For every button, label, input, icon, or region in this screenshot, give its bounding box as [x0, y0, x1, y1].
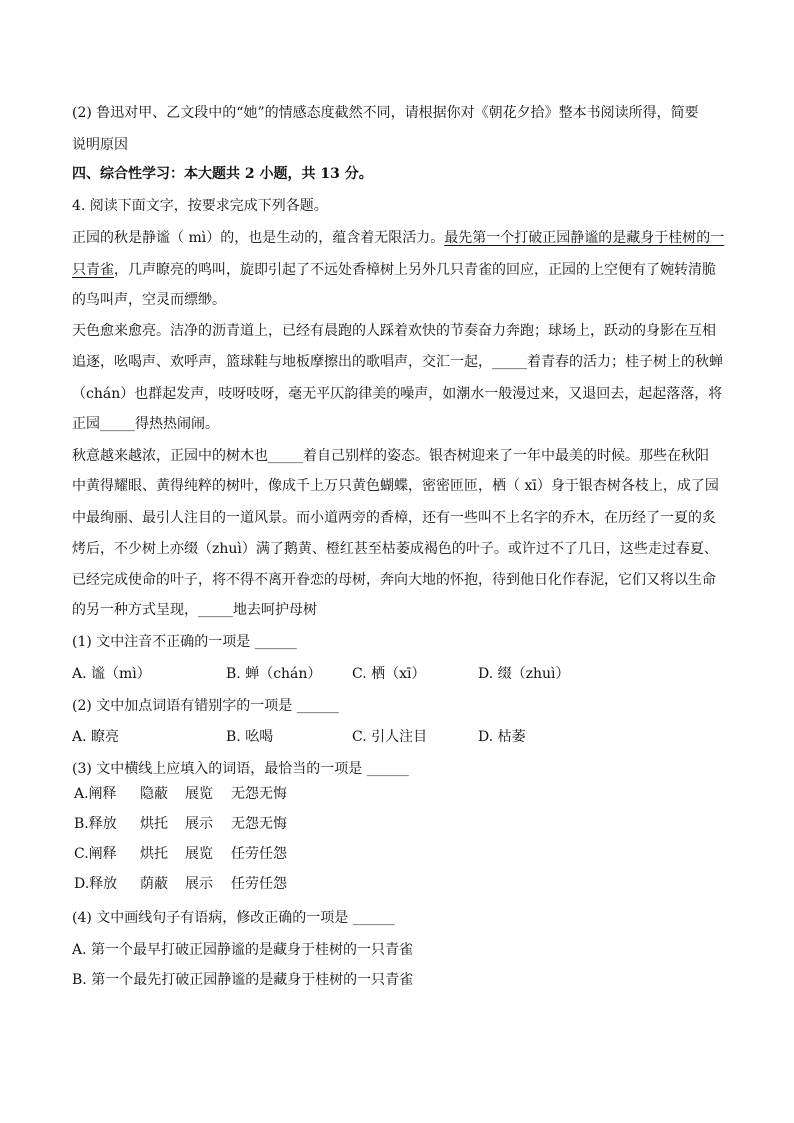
passage-p3-line-3: 中最绚丽、最引人注目的一道风景。而小道两旁的香樟，还有一些叫不上名字的乔木，在历经了一夏的炙 — [72, 510, 716, 526]
passage-p2-line-3: （chán）也群起发声，吱呀吱呀，毫无平仄韵律美的噪声，如潮水一般漫过来，又退回去，起起落落，将 — [72, 386, 723, 402]
option-2d[interactable]: D. 枯萎 — [478, 729, 526, 745]
underlined-sentence: 最先第一个打破正园静谧的是藏身于桂树的一 — [444, 230, 725, 246]
subquestion-4: (4) 文中画线句子有语病，修改正确的一项是 ______ — [72, 910, 395, 926]
option-3a-word-1: A.阐释 — [74, 786, 117, 802]
option-3c-word-2: 烘托 — [140, 846, 168, 862]
option-2b[interactable]: B. 吆喝 — [226, 729, 274, 745]
q2-prompt-line-2: 说明原因 — [72, 137, 128, 153]
option-1d[interactable]: D. 缀（zhuì） — [478, 666, 570, 682]
option-1b[interactable]: B. 蝉（chán） — [226, 666, 322, 682]
passage-text: ，几声瞭亮的鸣叫，旋即引起了不远处香樟树上另外几只青雀的回应，正园的上空便有了婉转清脆 — [114, 262, 716, 278]
option-3d-word-4: 任劳任怨 — [231, 876, 287, 892]
option-3b-word-3: 展示 — [185, 816, 213, 832]
option-3c-word-1: C.阐释 — [74, 846, 117, 862]
passage-p3-line-5: 已经完成使命的叶子，将不得不离开眷恋的母树，奔向大地的怀抱，待到他日化作春泥，它们又将以生命 — [72, 572, 716, 588]
option-3a-word-2: 隐蔽 — [140, 786, 168, 802]
option-3c-word-3: 展览 — [185, 846, 213, 862]
option-3d-word-3: 展示 — [185, 876, 213, 892]
option-4b[interactable]: B. 第一个最先打破正园静谧的是藏身于桂树的一只青雀 — [72, 972, 414, 988]
passage-p1-line-1 — [72, 228, 724, 248]
passage-p3-line-4: 烤后，不少树上亦缀（zhuì）满了鹅黄、橙红甚至枯萎成褐色的叶子。或许过不了几日，这些走过春夏、 — [72, 541, 718, 557]
option-1c[interactable]: C. 栖（xī） — [352, 666, 426, 682]
option-3c-word-4: 任劳任怨 — [231, 846, 287, 862]
passage-p1-line-3: 的鸟叫声，空灵而缥缈。 — [72, 292, 226, 308]
passage-p3-line-1: 秋意越来越浓，正园中的树木也_____着自己别样的姿态。银杏树迎来了一年中最美的时候。那些在秋阳 — [72, 448, 709, 464]
passage-text: 正园的秋是静谧（ mì）的，也是生动的，蕴含着无限活力。 — [72, 230, 445, 246]
subquestion-1: (1) 文中注音不正确的一项是 ______ — [72, 634, 297, 650]
q2-prompt-line-1: (2) 鲁迅对甲、乙文段中的“她”的情感态度截然不同，请根据你对《朝花夕拾》整本书阅读所得，简要 — [72, 105, 699, 121]
q4-intro: 4. 阅读下面文字，按要求完成下列各题。 — [72, 198, 328, 214]
option-3a-word-3: 展览 — [185, 786, 213, 802]
subquestion-2: (2) 文中加点词语有错别字的一项是 ______ — [72, 698, 339, 714]
passage-p3-line-6: 的另一种方式呈现，_____地去呵护母树 — [72, 602, 317, 618]
option-3b-word-4: 无怨无悔 — [231, 816, 287, 832]
passage-p2-line-4: 正园_____得热热闹闹。 — [72, 416, 219, 432]
option-3a-word-4: 无怨无悔 — [231, 786, 287, 802]
option-3d-word-2: 荫蔽 — [140, 876, 168, 892]
option-1a[interactable]: A. 谧（mì） — [72, 666, 151, 682]
subquestion-3: (3) 文中横线上应填入的词语，最恰当的一项是 ______ — [72, 761, 409, 777]
passage-p2-line-1: 天色愈来愈亮。洁净的沥青道上，已经有晨跑的人踩着欢快的节奏奋力奔跑；球场上，跃动的身影在互相 — [72, 323, 716, 339]
section-4-heading: 四、综合性学习：本大题共 2 小题，共 13 分。 — [72, 166, 373, 182]
option-3b-word-2: 烘托 — [140, 816, 168, 832]
option-3d-word-1: D.释放 — [74, 876, 118, 892]
option-4a[interactable]: A. 第一个最早打破正园静谧的是藏身于桂树的一只青雀 — [72, 942, 414, 958]
passage-p1-line-2 — [72, 260, 716, 280]
option-3b-word-1: B.释放 — [74, 816, 117, 832]
passage-p3-line-2: 中黄得耀眼、黄得纯粹的树叶，像成千上万只黄色蝴蝶，密密匝匝，栖（ xī）身于银杏树各枝上，成了园 — [72, 478, 719, 494]
underlined-sentence-end: 只青雀 — [72, 262, 114, 278]
passage-p2-line-2: 追逐，吆喝声、欢呼声，篮球鞋与地板摩擦出的歌唱声，交汇一起，_____着青春的活力；桂子树上的秋蝉 — [72, 354, 723, 370]
option-2c[interactable]: C. 引人注目 — [352, 729, 428, 745]
option-2a[interactable]: A. 瞭亮 — [72, 729, 120, 745]
